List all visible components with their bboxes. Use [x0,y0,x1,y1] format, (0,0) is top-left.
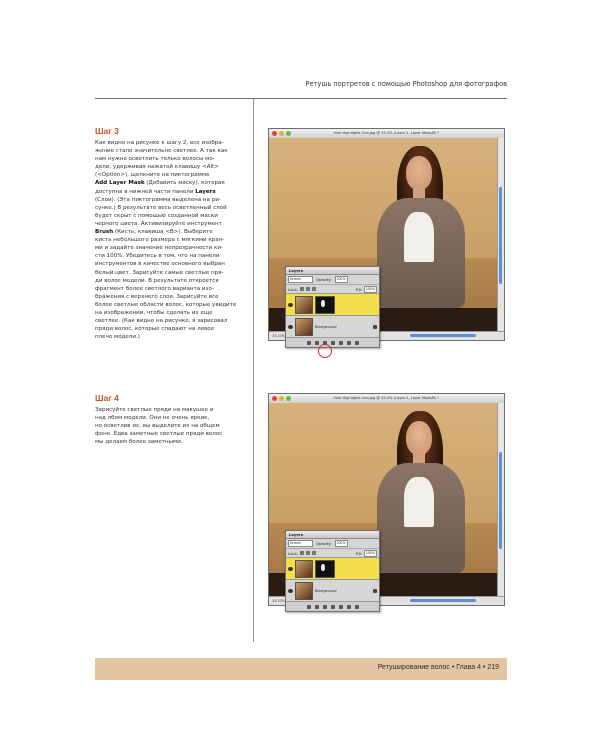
face [406,421,432,455]
layers-tab[interactable]: Layers [286,267,379,275]
move-lock-icon[interactable] [312,287,316,291]
brush-lock-icon[interactable] [306,287,310,291]
step4-title: Шаг 4 [95,393,119,403]
trash-icon[interactable] [355,341,359,345]
vertical-scrollbar[interactable] [497,138,504,332]
header-rule [95,98,507,99]
background-thumbnail [295,582,313,600]
text-line: черного цвета. Активизируйте инструмент [95,220,222,227]
new-layer-icon[interactable] [347,341,351,345]
step4-body [95,406,247,446]
text-line: ди волос модели. В результате откроется [95,277,219,284]
new-layer-icon[interactable] [347,605,351,609]
minimize-icon[interactable] [279,396,284,401]
text-line: бражения с верхнего слоя. Зарисуйте все [95,293,219,300]
add-layer-mask-icon[interactable] [323,605,327,609]
text-line: (Слои). (Эта пиктограмма выделена на ри- [95,196,221,203]
text-line: фоне. Едва заметные светлые пряди волос [95,431,223,438]
adjustment-icon[interactable] [331,605,335,609]
layer-1-row[interactable] [286,294,379,316]
opacity-label: Opacity: [316,277,332,282]
text-line: нам нужно осветлить только волосы мо- [95,156,215,163]
page-footer [95,658,507,680]
folder-icon[interactable] [339,341,343,345]
highlight-circle [318,344,332,358]
fx-icon[interactable] [315,341,319,345]
eye-icon[interactable] [288,325,293,329]
layer-thumbnail [295,296,313,314]
layer-thumbnail [295,560,313,578]
vertical-scrollbar[interactable] [497,403,504,597]
lock-label: Lock: [288,550,298,556]
layers-panel [285,266,380,348]
background-layer-label: Background [315,324,337,329]
lock-label: Lock: [288,286,298,292]
opacity-input[interactable]: 100% [336,277,346,281]
text-line: Зарисуйте светлые пряди на макушке и [95,407,214,413]
layers-panel [285,530,380,612]
text-line: более светлые области волос, которые увидите [95,301,237,308]
window-title: Hair Highlights 2nd.jpg @ 33.3% (Layer 1, Layer Mask/8) * [333,396,440,400]
text-line: дели, удерживая нажатой клавишу <Alt> [95,164,219,171]
layer-mask-thumbnail[interactable] [315,560,335,578]
footer-text: Ретуширование волос • Глава 4 • 219 [377,664,499,671]
link-icon[interactable] [307,341,311,345]
text-line: Brush (Кисть; клавиша <B>). Выберите [95,229,213,236]
layers-panel-footer [286,602,379,611]
background-layer-row[interactable] [286,580,379,602]
blend-mode-select[interactable]: Screen [288,540,313,547]
text-line: доступна в нижней части панели Layers [95,188,216,195]
lock-icon[interactable] [300,551,304,555]
close-icon[interactable] [272,131,277,136]
fill-input[interactable]: 100% [365,286,375,291]
text-line: (<Option>), щелкните на пиктограмме [95,172,210,179]
brush-lock-icon[interactable] [306,551,310,555]
step3-title: Шаг 3 [95,126,119,136]
zoom-icon[interactable] [286,396,291,401]
text-line: мы делаем более заметными. [95,439,183,446]
running-header: Ретушь портретов с помощью Photoshop для фотографов [305,80,507,88]
window-title: Hair Highlights 2nd.jpg @ 33.3% (Layer 1, Layer Mask/8) * [333,131,440,135]
adjustment-icon[interactable] [331,341,335,345]
text-line: Add Layer Mask (Добавить маску), которая [95,180,225,187]
column-divider [253,98,254,642]
text-line: кисть небольшого размера с мягкими края- [95,237,224,244]
text-line: сунке.) В результате весь осветленный слой [95,204,227,211]
zoom-icon[interactable] [286,131,291,136]
background-layer-label: Background [315,588,337,593]
move-lock-icon[interactable] [312,551,316,555]
layers-tab[interactable]: Layers [286,531,379,539]
zoom-level: 33.33% [272,599,285,603]
text-line: Как видно на рисунке к шагу 2, все изобра- [95,140,224,146]
lock-icon[interactable] [300,287,304,291]
minimize-icon[interactable] [279,131,284,136]
eye-icon[interactable] [288,567,293,571]
fx-icon[interactable] [315,605,319,609]
text-line: инструментов в качестве основного выбран [95,261,225,268]
layer-1-row[interactable] [286,558,379,580]
text-line: ми и задайте значение непрозрачности ки- [95,245,223,252]
step3-body [95,139,247,341]
blend-mode-select[interactable]: Screen [288,276,313,283]
folder-icon[interactable] [339,605,343,609]
zoom-level: 33.33% [272,334,285,338]
text-line: жение стало значительно светлее. А так как [95,148,228,155]
fill-input[interactable]: 100% [365,550,375,555]
text-line: будет скрыт с помощью созданной маски [95,212,218,219]
text-line: сти 100%. Убедитесь в том, что на панели [95,253,220,260]
text-line: над лбом модели. Они не очень яркие, [95,415,210,422]
text-line: на изображении, чтобы сделать их еще [95,309,213,316]
eye-icon[interactable] [288,303,293,307]
text-line: но осветлив их, вы выделите их на общем [95,423,220,430]
eye-icon[interactable] [288,589,293,593]
text-line: светлее. (Как видно на рисунке, я зарисовал [95,318,228,325]
fill-label: Fill: [355,550,362,556]
face [406,156,432,190]
background-thumbnail [295,318,313,336]
background-layer-row[interactable] [286,316,379,338]
fill-label: Fill: [355,286,362,292]
layer-mask-thumbnail[interactable] [315,296,335,314]
text-line: фрагмент более светлого варианта изо- [95,285,214,292]
close-icon[interactable] [272,396,277,401]
text-line: плечо модели.) [95,334,140,341]
opacity-label: Opacity: [316,541,332,546]
text-line: белый цвет. Зарисуйте самые светлые пря- [95,269,224,276]
text-line: пряди волос, которые спадают на левое [95,326,215,333]
lock-icon [373,589,377,593]
layers-panel-footer [286,338,379,347]
trash-icon[interactable] [355,605,359,609]
lock-icon [373,325,377,329]
link-icon[interactable] [307,605,311,609]
opacity-input[interactable]: 100% [336,541,346,545]
